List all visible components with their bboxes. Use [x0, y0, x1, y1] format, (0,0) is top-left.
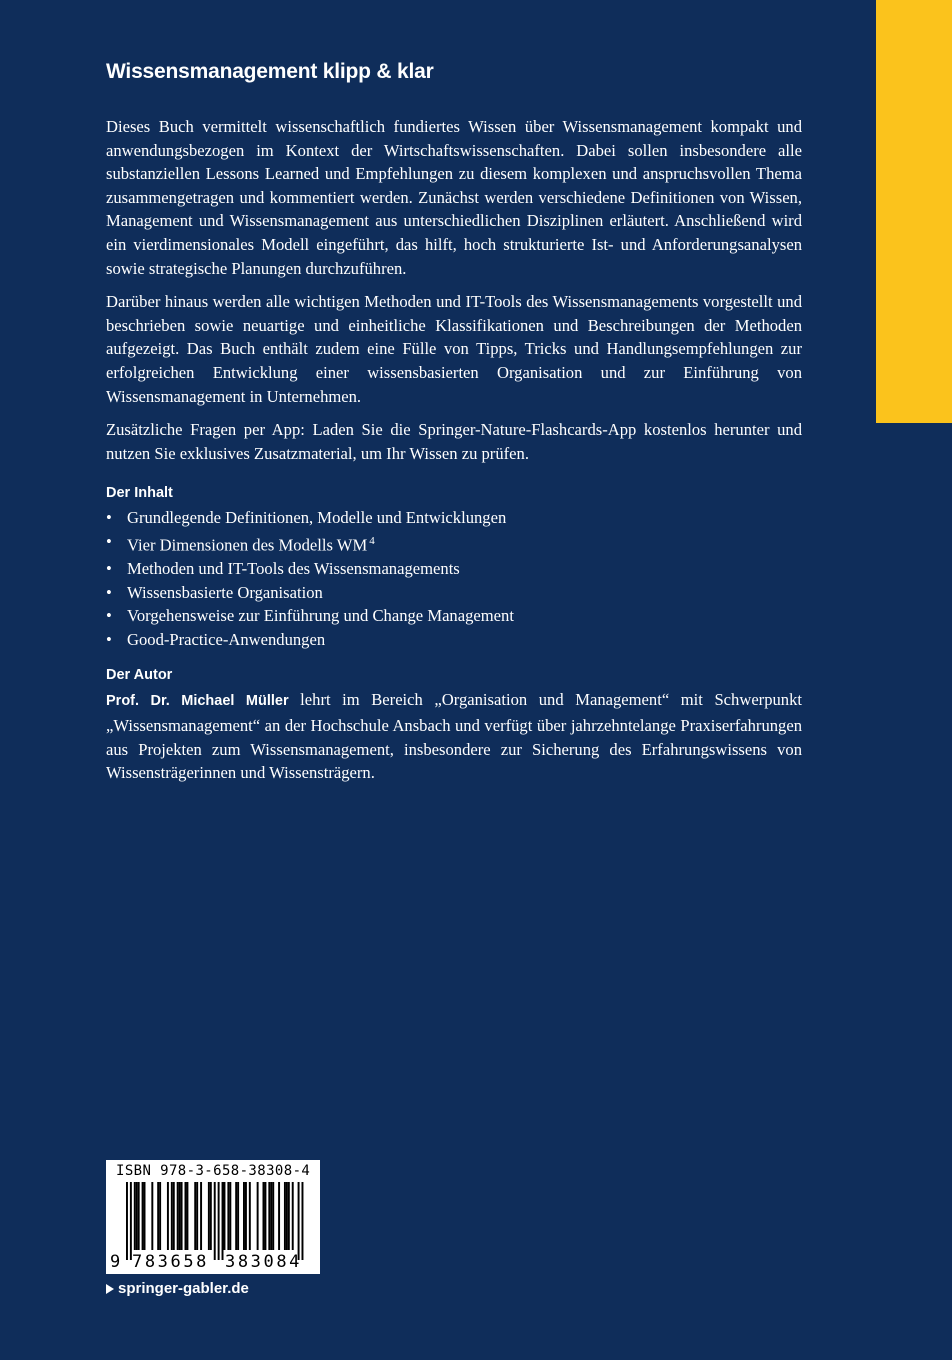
barcode-bar	[237, 1182, 239, 1250]
list-item: • Vorgehensweise zur Einführung und Change Management	[106, 604, 802, 628]
barcode-left-digits: 783658	[132, 1252, 210, 1272]
barcode-bar	[157, 1182, 159, 1250]
bullet-icon: •	[106, 559, 112, 579]
barcode-bar	[126, 1182, 128, 1260]
barcode-bar	[185, 1182, 187, 1250]
barcode-first-digit: 9	[110, 1252, 121, 1272]
app-paragraph: Zusätzliche Fragen per App: Laden Sie die Springer-Nature-Flashcards-App kostenlos herunter und nutzen Sie exklusives Zusatzmaterial, um Ihr Wissen zu prüfen.	[106, 420, 802, 463]
bullet-icon: •	[106, 582, 112, 602]
barcode-bar	[181, 1182, 183, 1250]
bullet-icon: •	[106, 508, 112, 528]
barcode-bar	[268, 1182, 270, 1250]
arrow-right-icon	[106, 1284, 114, 1294]
barcode-bar	[130, 1182, 132, 1260]
barcode-bar	[270, 1182, 272, 1250]
barcode-bar	[138, 1182, 140, 1250]
barcode-right-digits: 383084	[225, 1252, 303, 1272]
barcode-bar	[284, 1182, 286, 1250]
author-heading: Der Autor	[106, 667, 173, 684]
barcode-bar	[243, 1182, 245, 1250]
superscript: 4	[369, 534, 375, 547]
barcode-bar	[151, 1182, 153, 1250]
barcode-bar	[134, 1182, 136, 1250]
barcode-bar	[171, 1182, 173, 1250]
barcode-bar	[167, 1182, 169, 1250]
barcode-bar	[263, 1182, 265, 1250]
barcode-bar	[264, 1182, 266, 1250]
barcode-bar	[218, 1182, 220, 1260]
bullet-icon: •	[106, 606, 112, 626]
website-label: springer-gabler.de	[118, 1280, 249, 1297]
isbn-label: ISBN 978-3-658-38308-4	[116, 1163, 311, 1179]
barcode-bar	[144, 1182, 146, 1250]
accent-strip	[876, 0, 952, 423]
barcode-bar	[179, 1182, 181, 1250]
barcode-bar	[196, 1182, 198, 1250]
barcode-bar	[292, 1182, 294, 1250]
list-item: • Wissensbasierte Organisation	[106, 581, 802, 605]
description-paragraph: Darüber hinaus werden alle wichtigen Methoden und IT-Tools des Wissensmanagements vorgestellt und beschrieben sowie neuartige und einheitliche Klassifikationen und Beschreibungen der Methoden aufgezeigt. Das Buch enthält zudem eine Fülle von Tipps, Tricks und Handlungsempfehlungen zur erfolgreichen Entwicklung einer wissensbasierten Organisation und zur Einführung von Wissensmanagement in Unternehmen.	[106, 292, 802, 406]
barcode-bar	[257, 1182, 259, 1250]
barcode-bar	[298, 1182, 300, 1260]
barcode-bar	[245, 1182, 247, 1250]
author-name: Prof. Dr. Michael Müller	[106, 693, 289, 710]
list-item: • Methoden und IT-Tools des Wissensmanagements	[106, 557, 802, 581]
barcode-bar	[214, 1182, 216, 1260]
barcode-bar	[302, 1182, 304, 1260]
barcode-bar	[272, 1182, 274, 1250]
cover-text	[106, 58, 802, 795]
barcode-bar	[249, 1182, 251, 1250]
list-item: • Vier Dimensionen des Modells WM $^4$	[106, 531, 375, 555]
author-paragraph	[106, 688, 802, 784]
barcode-bar	[186, 1182, 188, 1250]
barcode-bar	[286, 1182, 288, 1250]
barcode-bar	[200, 1182, 202, 1250]
barcode-bar	[210, 1182, 212, 1250]
barcode-bar	[229, 1182, 231, 1250]
barcode-bar	[173, 1182, 175, 1250]
description-paragraph: Dieses Buch vermittelt wissenschaftlich fundiertes Wissen über Wissensmanagement kompakt und anwendungsbezogen im Kontext der Wirtschaftswissenschaften. Dabei sollen insbesondere alle substanziellen Lessons Learned und Empfehlungen zu diesem komplexen und anspruchsvollen Thema zusammengetragen und kommentiert werden. Zunächst werden verschiedene Definitionen von Wissen, Management und Wissensmanagement aus unterschiedlichen Disziplinen erläutert. Anschließend wird ein vierdimensionales Modell eingeführt, das hilft, hoch strukturierte Ist- und Anforderungsanalysen sowie strategische Planungen durchzuführen.	[106, 117, 802, 278]
bullet-icon: •	[106, 531, 112, 551]
barcode-bar	[222, 1182, 224, 1260]
list-item: • Good-Practice-Anwendungen	[106, 628, 802, 652]
list-item: • Grundlegende Definitionen, Modelle und Entwicklungen	[106, 506, 802, 530]
barcode-bar	[224, 1182, 226, 1250]
barcode-bar	[288, 1182, 290, 1250]
barcode-bar	[278, 1182, 280, 1250]
barcode-bar	[177, 1182, 179, 1250]
barcode-bar	[208, 1182, 210, 1250]
barcode-bar	[194, 1182, 196, 1250]
barcode-bar	[227, 1182, 229, 1250]
contents-heading: Der Inhalt	[106, 485, 173, 502]
barcode-bar	[235, 1182, 237, 1250]
author-bio: lehrt im Bereich „Organisation und Management“ mit Schwerpunkt „Wissensmanagement“ an der Hochschule Ansbach und verfügt über jahrzehntelange Praxiserfahrungen aus Projekten zum Wissensmanagement, insbesondere zur Sicherung des Erfahrungswissens von Wissensträgerinnen und Wissensträgern.	[106, 690, 803, 783]
publisher-link[interactable]	[106, 1278, 249, 1300]
barcode-bar	[136, 1182, 138, 1250]
book-title: Wissensmanagement klipp & klar	[106, 60, 434, 83]
isbn-barcode	[106, 1160, 320, 1274]
barcode-bar	[142, 1182, 144, 1250]
bullet-icon: •	[106, 629, 112, 649]
contents-list	[106, 506, 802, 651]
barcode-bar	[159, 1182, 161, 1250]
